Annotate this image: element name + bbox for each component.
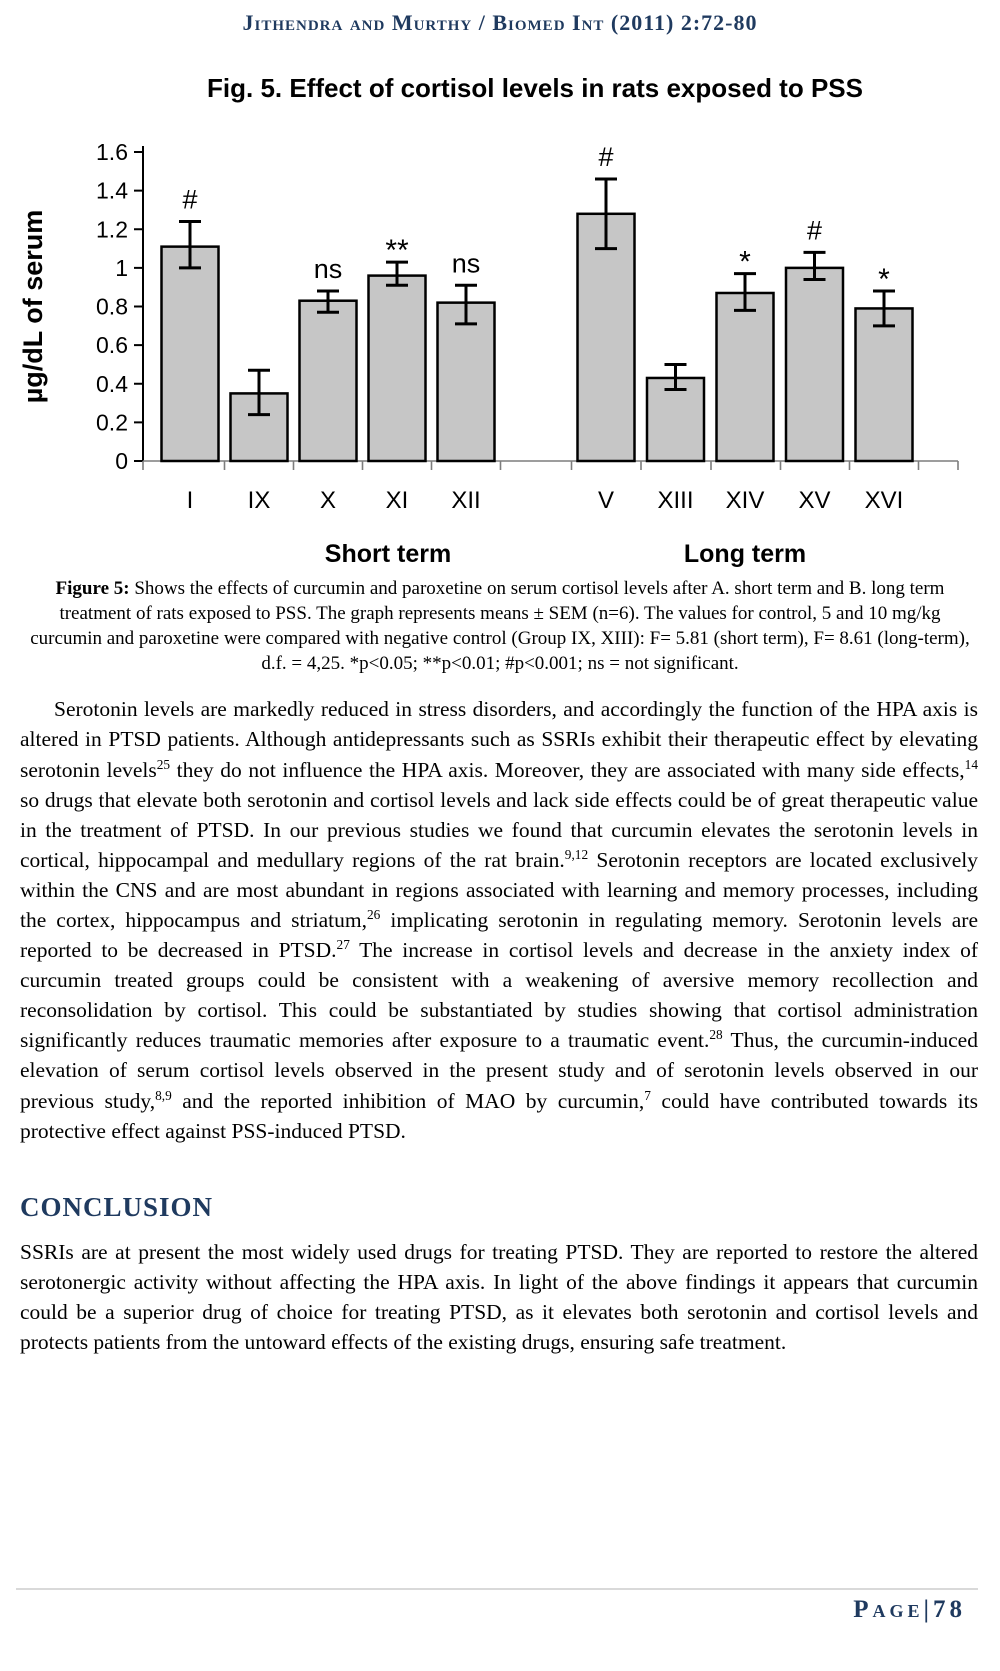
- bar-XII: [438, 303, 495, 461]
- significance-marker-I: #: [182, 184, 198, 215]
- y-tick-label: 1: [115, 254, 128, 281]
- category-label-I: I: [186, 487, 194, 514]
- category-label-XVI: XVI: [864, 487, 904, 514]
- figure-caption: [24, 576, 976, 676]
- significance-marker-V: #: [598, 142, 614, 173]
- body-paragraph: Serotonin levels are markedly reduced in stress disorders, and accordingly the function of the HPA axis is altered in PTSD patients. Although antidepressants such as SSRIs exhibit their therapeutic effect by elevating serotonin levels$^{25}$ they do not influence the HPA axis. Moreover, they are associated with many side effects,$^{14}$ so drugs that elevate both serotonin and cortisol levels and lack side effects could be of great therapeutic value in the treatment of PTSD. In our previous studies we found that curcumin elevates the serotonin levels in cortical, hippocampal and medullary regions of the rat brain.$^{9,12}$ Serotonin receptors are located exclusively within the CNS and are most abundant in regions associated with learning and memory processes, including the cortex, hippocampus and striatum,$^{26}$ implicating serotonin in regulating memory. Serotonin levels are reported to be decreased in PTSD.$^{27}$ The increase in cortisol levels and decrease in the anxiety index of curcumin treated groups could be consistent with a weakening of aversive memory recollection and reconsolidation by cortisol. This could be substantiated by studies showing that cortisol administration significantly reduces traumatic memories after exposure to a traumatic event.$^{28}$ Thus, the curcumin-induced elevation of serum cortisol levels observed in the present study and of serotonin levels observed in our previous study,$^{8,9}$ and the reported inhibition of MAO by curcumin,$^7$ could have contributed towards its protective effect against PSS-induced PTSD.: [20, 697, 978, 1143]
- category-label-XI: XI: [385, 487, 409, 514]
- cortisol-bar-chart: [0, 48, 1000, 572]
- category-label-XIII: XIII: [657, 487, 694, 514]
- figure-caption-text: Shows the effects of curcumin and paroxetine on serum cortisol levels after A. short term and B. long term treatment of rats exposed to PSS. The graph represents means ± SEM (n=6). The values for control, 5 and 10 mg/kg curcumin and paroxetine were compared with negative control (Group IX, XIII): F= 5.81 (short term), F= 8.61 (long-term), d.f. = 4,25. *p<0.05; **p<0.01; #p<0.001; ns = not significant.: [30, 578, 970, 675]
- y-tick-label: 1.6: [96, 139, 128, 165]
- bar-XVI: [856, 308, 913, 461]
- significance-marker-XIV: *: [739, 245, 751, 279]
- significance-marker-XII: ns: [451, 248, 481, 279]
- significance-marker-XVI: *: [878, 263, 890, 297]
- category-label-X: X: [319, 487, 337, 514]
- y-tick-label: 1.2: [96, 216, 128, 243]
- chart-title: Fig. 5. Effect of cortisol levels in rats exposed to PSS: [207, 73, 863, 103]
- significance-marker-X: ns: [313, 254, 343, 285]
- y-tick-label: 1.4: [96, 177, 128, 204]
- group-label-long-term: Long term: [683, 540, 807, 568]
- bar-V: [578, 214, 635, 461]
- y-tick-label: 0.8: [96, 293, 128, 320]
- significance-marker-XI: **: [385, 234, 409, 268]
- page-number: Page|78: [853, 1596, 966, 1623]
- y-tick-label: 0: [115, 448, 128, 474]
- conclusion-heading: CONCLUSION: [20, 1191, 214, 1222]
- category-label-IX: IX: [247, 487, 271, 514]
- significance-marker-XV: #: [806, 215, 823, 246]
- category-label-XII: XII: [451, 487, 481, 514]
- bar-I: [162, 247, 219, 461]
- conclusion-paragraph: SSRIs are at present the most widely used drugs for treating PTSD. They are reported to restore the altered serotonergic activity without affecting the HPA axis. In light of the above findings it appears that curcumin could be a superior drug of choice for treating PTSD, as it elevates both serotonin and cortisol levels and protects patients from the untoward effects of the existing drugs, ensuring safe treatment.: [20, 1239, 978, 1354]
- y-tick-label: 0.2: [96, 409, 128, 436]
- category-label-XV: XV: [798, 487, 831, 514]
- running-header: Jithendra and Murthy / Biomed Int (2011) 2:72-80: [242, 10, 758, 35]
- bar-X: [300, 301, 357, 461]
- group-label-short-term: Short term: [324, 540, 452, 568]
- footer-rule: [16, 1588, 978, 1590]
- bar-XV: [786, 268, 843, 461]
- bar-XI: [369, 276, 426, 461]
- bar-XIV: [717, 293, 774, 461]
- y-tick-label: 0.4: [96, 370, 128, 397]
- y-axis-label: µg/dL of serum: [18, 209, 48, 404]
- category-label-XIV: XIV: [725, 487, 765, 514]
- y-tick-label: 0.6: [96, 332, 128, 359]
- category-label-V: V: [597, 487, 615, 514]
- figure-caption-label: Figure 5:: [55, 578, 130, 599]
